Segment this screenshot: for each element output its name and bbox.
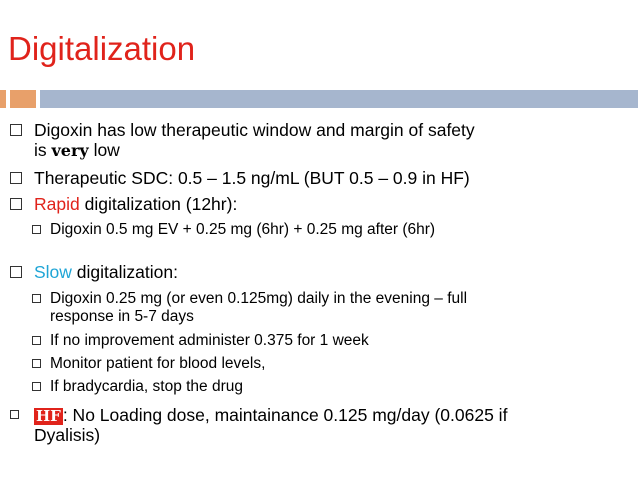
- bullet-item: [34, 405, 507, 445]
- sub-bullet-item: [50, 378, 243, 396]
- title-underline-segment: [10, 90, 36, 108]
- bullet-text: Therapeutic SDC: 0.5 – 1.5 ng/mL (BUT 0.5 – 0.9 in HF): [34, 168, 470, 188]
- sub-bullet-text: Digoxin 0.5 mg EV + 0.25 mg (6hr) + 0.25 mg after (6hr): [50, 221, 436, 238]
- sub-bullet-text: If bradycardia, stop the drug: [50, 378, 244, 395]
- bullet-item: [34, 120, 634, 161]
- square-bullet-icon: [10, 266, 22, 278]
- bullet-text: : No Loading dose, maintainance 0.125 mg/day (0.0625 if: [62, 405, 508, 425]
- square-bullet-icon: [10, 172, 22, 184]
- sub-bullet-text: Digoxin 0.25 mg (or even 0.125mg) daily in the evening – full: [50, 290, 468, 307]
- square-bullet-icon: [32, 382, 41, 391]
- square-bullet-icon: [10, 198, 22, 210]
- slow-label: Slow: [34, 262, 72, 282]
- square-bullet-icon: [32, 294, 41, 303]
- bullet-text: Digoxin has low therapeutic window and margin of safety: [34, 120, 475, 140]
- square-bullet-icon: [32, 359, 41, 368]
- sub-bullet-item: [50, 221, 435, 239]
- square-bullet-icon: [10, 410, 19, 419]
- bullet-text: Dyalisis): [34, 425, 101, 445]
- sub-bullet-text: response in 5-7 days: [50, 308, 194, 325]
- sub-bullet-text: Monitor patient for blood levels,: [50, 355, 266, 372]
- sub-bullet-text: If no improvement administer 0.375 for 1 week: [50, 332, 369, 349]
- square-bullet-icon: [10, 124, 22, 136]
- square-bullet-icon: [32, 336, 41, 345]
- rapid-label: Rapid: [34, 194, 80, 214]
- hf-label: HF: [36, 407, 61, 425]
- sub-bullet-item: [50, 290, 467, 326]
- bullet-item: [34, 168, 470, 188]
- square-bullet-icon: [32, 225, 41, 234]
- bullet-item: [34, 262, 178, 282]
- emphasis-text: very: [51, 141, 89, 160]
- title-underline-segment: [0, 90, 6, 108]
- sub-bullet-item: [50, 355, 265, 373]
- bullet-text: digitalization (12hr):: [79, 194, 238, 214]
- bullet-item: [34, 194, 237, 214]
- bullet-text: is: [34, 140, 52, 160]
- slide-title: Digitalization: [8, 30, 196, 67]
- sub-bullet-item: [50, 332, 369, 350]
- bullet-text: low: [88, 140, 120, 160]
- title-underline-bar: [40, 90, 638, 108]
- bullet-text: digitalization:: [71, 262, 178, 282]
